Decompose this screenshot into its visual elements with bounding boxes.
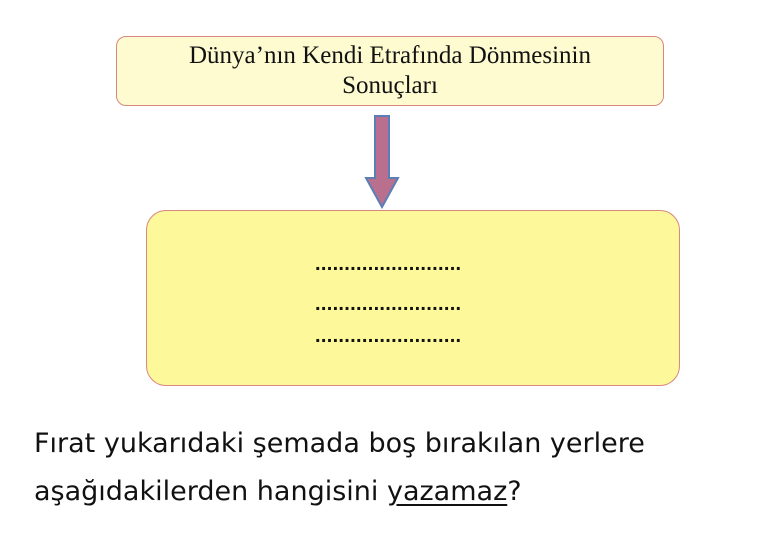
down-arrow-icon <box>364 114 400 210</box>
blank-line-2: ......................... <box>315 293 462 315</box>
question-text <box>34 420 734 516</box>
title-box <box>116 36 664 106</box>
answer-box <box>146 210 680 386</box>
question-line-2 <box>34 468 734 516</box>
blank-line-3: ......................... <box>315 325 462 347</box>
question-emphasis: yazamaz <box>386 476 508 507</box>
title-line-1: Dünya’nın Kendi Etrafında Dönmesinin <box>189 42 591 69</box>
question-mark: ? <box>507 476 522 507</box>
title-line-2: Sonuçları <box>342 72 438 99</box>
question-line-1: Fırat yukarıdaki şemada boş bırakılan yerlere <box>34 428 645 459</box>
blank-line-1: ......................... <box>315 253 462 275</box>
question-line-2-start: aşağıdakilerden hangisini <box>34 476 387 507</box>
